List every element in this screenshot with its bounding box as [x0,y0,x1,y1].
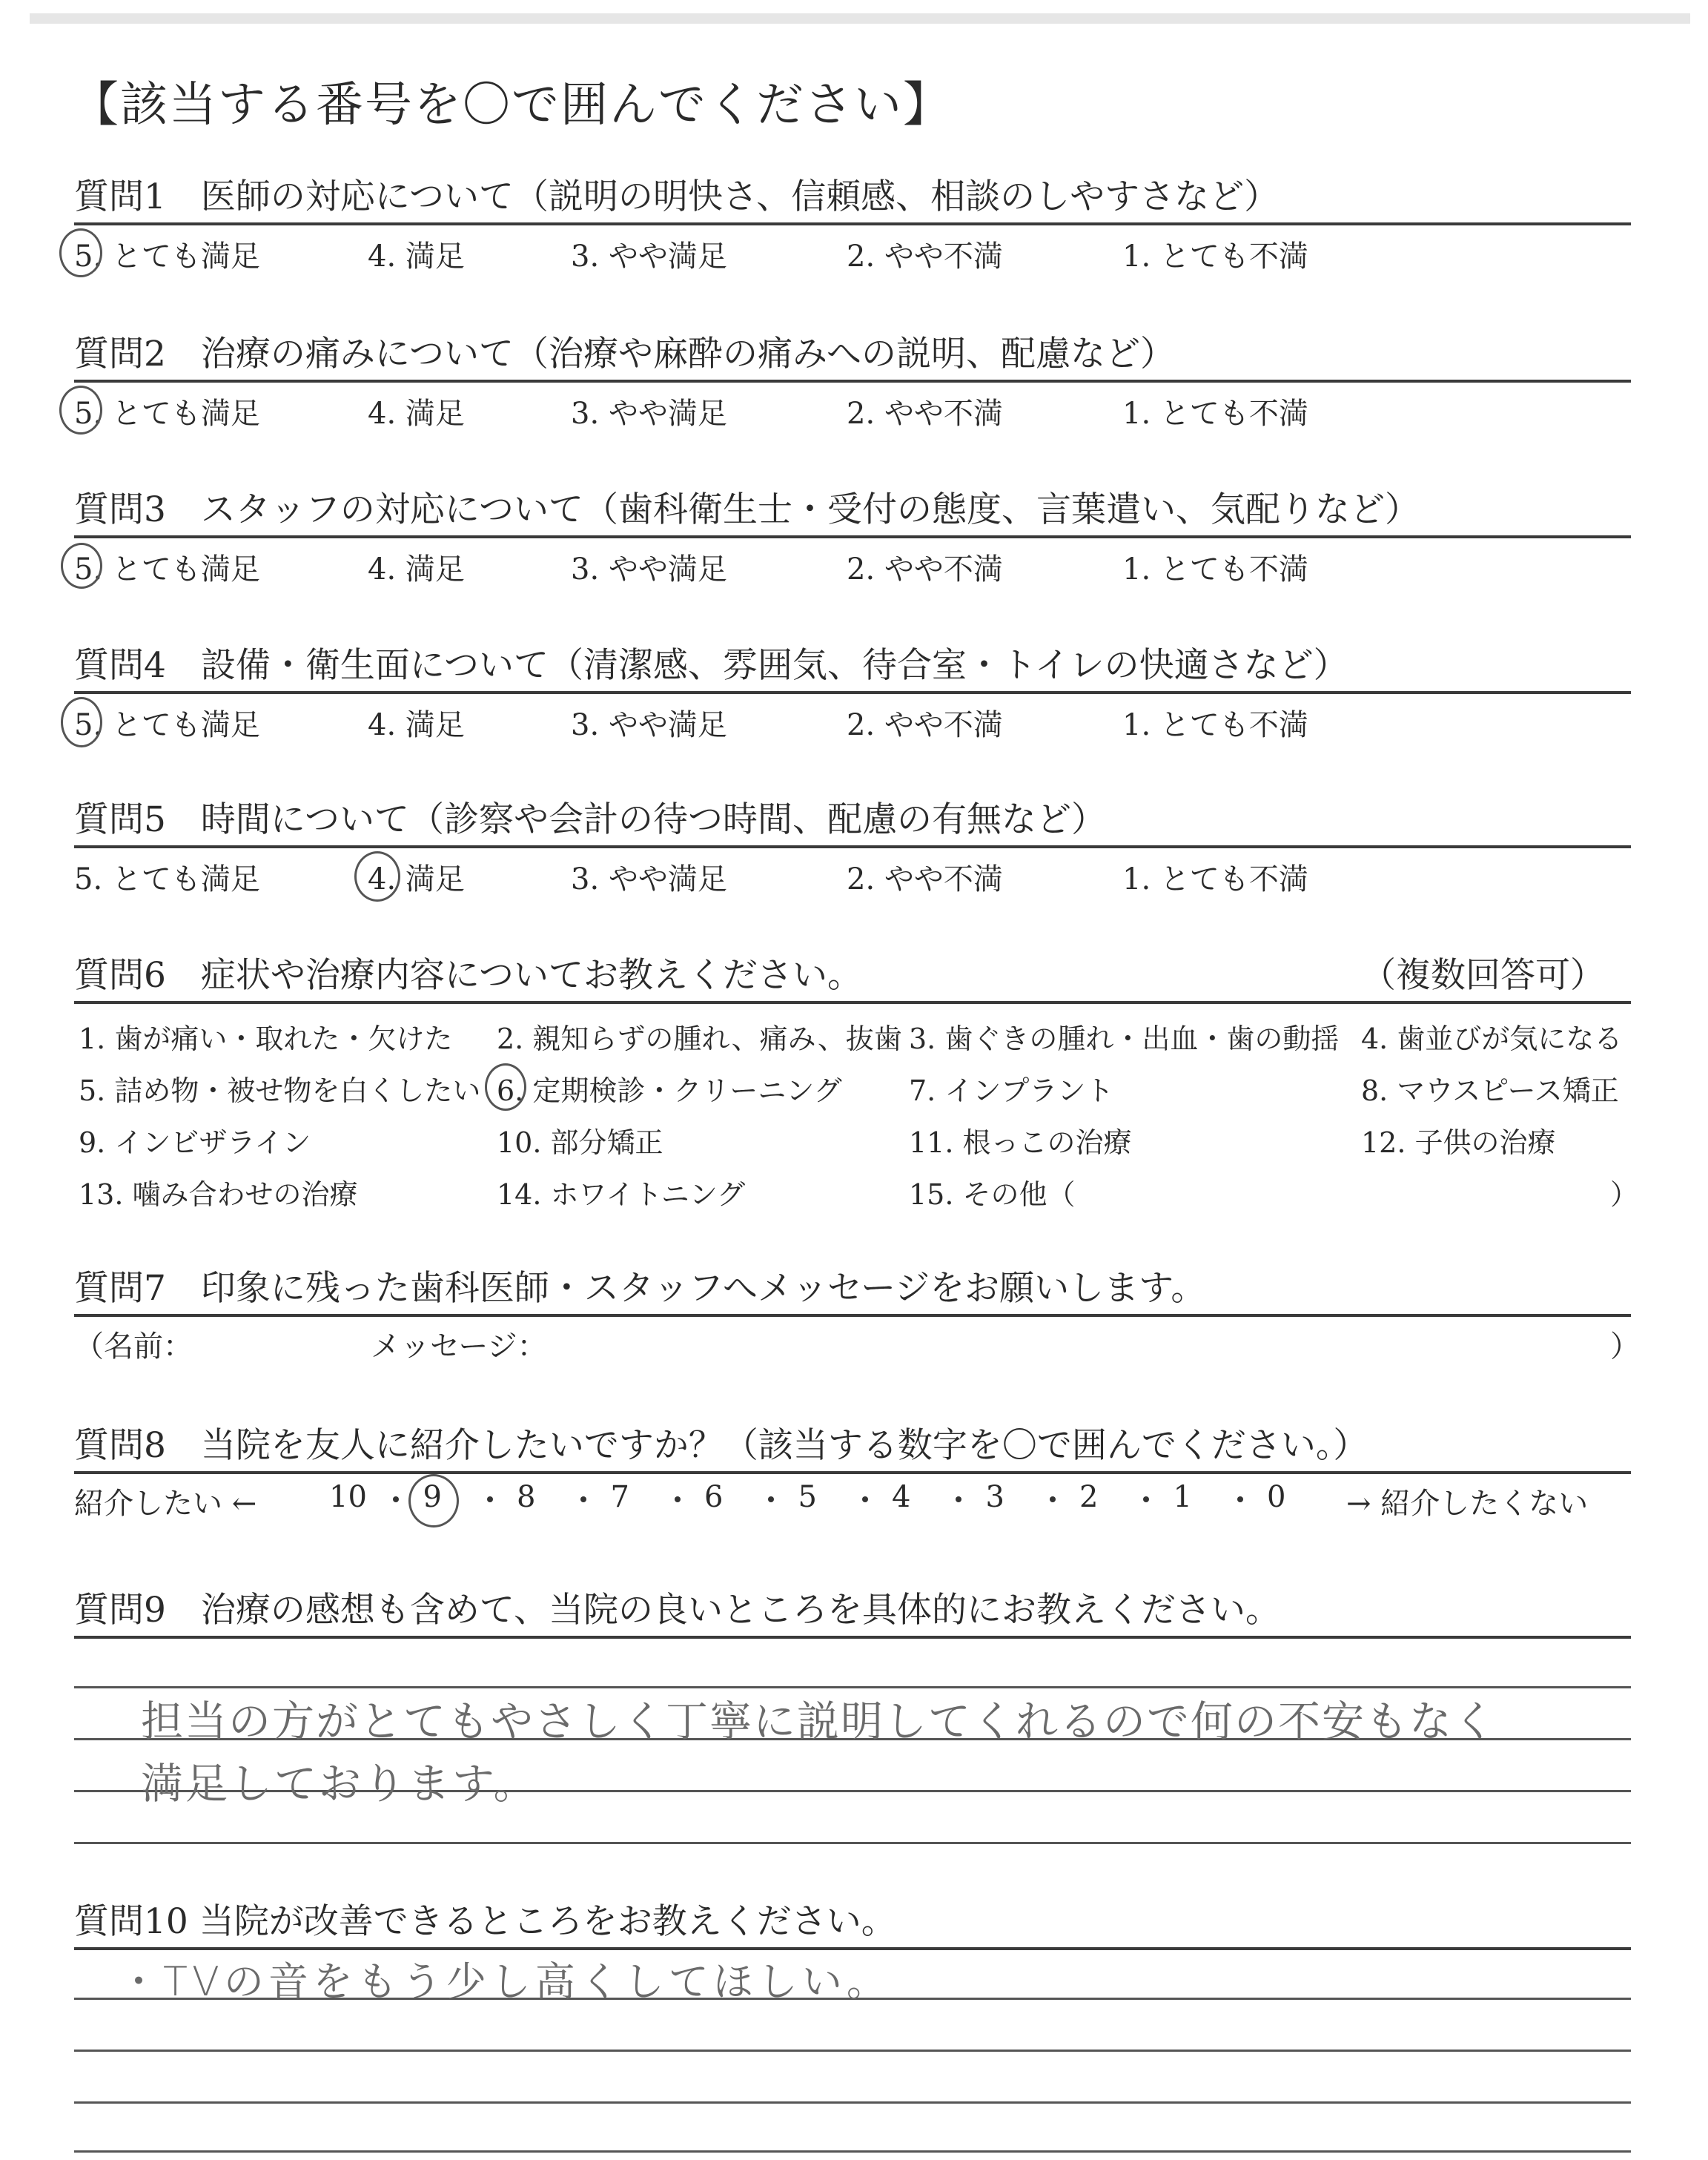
q2-option-4[interactable]: 4. 満足 [368,397,465,431]
q8-scale-number[interactable]: 0 [1267,1480,1286,1514]
q2-option-1[interactable]: 1. とても不満 [1122,397,1308,431]
q8-rule [74,1471,1631,1474]
q7-rule [74,1314,1631,1317]
q7-title: 質問7 印象に残った歯科医師・スタッフへメッセージをお願いします。 [74,1268,1206,1309]
q8-scale-separator-dot [1143,1496,1149,1502]
q9-rule [74,1636,1631,1639]
q1-option-3[interactable]: 3. やや満足 [571,240,727,274]
q4-option-3[interactable]: 3. やや満足 [571,708,727,742]
q10-answer-line-4 [74,2150,1631,2153]
q5-option-4[interactable]: 4. 満足 [368,862,465,896]
q6-option-4[interactable]: 4. 歯並びが気になる [1361,1023,1623,1055]
q8-scale-separator-dot [956,1496,961,1502]
q8-right-label: → 紹介したくない [1346,1487,1589,1521]
q7-name-label: （名前： [74,1330,193,1364]
q9-answer-line-4 [74,1842,1631,1844]
q1-rule [74,222,1631,225]
q8-scale-number[interactable]: 8 [517,1480,536,1514]
q2-title: 質問2 治療の痛みについて（治療や麻酔の痛みへの説明、配慮など） [74,334,1176,374]
q8-scale-number[interactable]: 5 [798,1480,817,1514]
q6-option-11[interactable]: 11. 根っこの治療 [909,1126,1132,1159]
q8-title: 質問8 当院を友人に紹介したいですか？（該当する数字を〇で囲んでください。） [74,1425,1368,1466]
q8-scale-separator-dot [580,1496,586,1502]
q6-option-2[interactable]: 2. 親知らずの腫れ、痛み、抜歯 [497,1023,902,1055]
q6-option-9[interactable]: 9. インビザライン [79,1126,311,1159]
q6-option-8[interactable]: 8. マウスピース矯正 [1361,1074,1619,1107]
q6-rule [74,1001,1631,1004]
q6-option-6[interactable]: 6. 定期検診・クリーニング [497,1074,842,1107]
scan-top-band [30,13,1690,24]
q3-option-4[interactable]: 4. 満足 [368,552,465,587]
q1-option-5[interactable]: 5. とても満足 [74,240,260,274]
q8-scale-number[interactable]: 2 [1079,1480,1099,1514]
q8-scale-number[interactable]: 6 [704,1480,724,1514]
q9-title: 質問9 治療の感想も含めて、当院の良いところを具体的にお教えください。 [74,1590,1280,1631]
q6-option-12[interactable]: 12. 子供の治療 [1361,1126,1556,1159]
q6-selection-circle [485,1063,526,1111]
q8-scale-separator-dot [675,1496,681,1502]
q8-scale-number[interactable]: 9 [423,1480,442,1514]
q6-option-10[interactable]: 10. 部分矯正 [497,1126,663,1159]
q4-option-4[interactable]: 4. 満足 [368,708,465,742]
q10-handwritten-line-1: ・TVの音をもう少し高くしてほしい。 [119,1958,891,2005]
q8-scale-number[interactable]: 3 [985,1480,1004,1514]
q4-option-2[interactable]: 2. やや不満 [847,708,1003,742]
q5-option-1[interactable]: 1. とても不満 [1122,862,1308,896]
q6-option-5[interactable]: 5. 詰め物・被せ物を白くしたい [79,1074,481,1107]
q3-rule [74,535,1631,538]
q8-scale-separator-dot [1050,1496,1056,1502]
q10-answer-line-3 [74,2101,1631,2104]
q1-option-1[interactable]: 1. とても不満 [1122,240,1308,274]
q5-option-2[interactable]: 2. やや不満 [847,862,1003,896]
q3-option-1[interactable]: 1. とても不満 [1122,552,1308,587]
q3-option-3[interactable]: 3. やや満足 [571,552,727,587]
q8-scale-number[interactable]: 7 [610,1480,629,1514]
q5-selection-circle [354,851,400,902]
q8-scale-separator-dot [862,1496,868,1502]
q2-rule [74,380,1631,383]
q1-option-2[interactable]: 2. やや不満 [847,240,1003,274]
q7-message-label: メッセージ： [371,1330,547,1364]
q9-handwritten-line-1: 担当の方がとてもやさしく丁寧に説明してくれるので何の不安もなく [141,1697,1497,1746]
q3-option-2[interactable]: 2. やや不満 [847,552,1003,587]
q6-option-1[interactable]: 1. 歯が痛い・取れた・欠けた [79,1023,453,1055]
q6-title: 質問6 症状や治療内容についてお教えください。 [74,955,862,996]
q10-title: 質問10 当院が改善できるところをお教えください。 [74,1901,896,1942]
q4-title: 質問4 設備・衛生面について（清潔感、雰囲気、待合室・トイレの快適さなど） [74,645,1348,686]
q6-multiple-note: （複数回答可） [1361,955,1605,996]
q5-title: 質問5 時間について（診察や会計の待つ時間、配慮の有無など） [74,799,1106,840]
q8-scale-number[interactable]: 1 [1173,1480,1192,1514]
q6-option-15-close: ） [1610,1178,1639,1211]
q5-rule [74,845,1631,848]
q2-option-3[interactable]: 3. やや満足 [571,397,727,431]
q8-scale-number[interactable]: 10 [329,1480,367,1514]
q6-option-3[interactable]: 3. 歯ぐきの腫れ・出血・歯の動揺 [909,1023,1340,1055]
q8-scale-separator-dot [768,1496,774,1502]
q4-selection-circle [61,697,102,747]
q8-scale-number[interactable]: 4 [892,1480,911,1514]
q8-scale-separator-dot [1237,1496,1243,1502]
q6-option-13[interactable]: 13. 噛み合わせの治療 [79,1178,358,1211]
q6-option-15[interactable]: 15. その他（ [909,1178,1076,1211]
q3-selection-circle [61,543,102,589]
q3-option-5[interactable]: 5. とても満足 [74,552,260,587]
q10-answer-line-2 [74,2050,1631,2052]
q8-left-label: 紹介したい ← [74,1487,257,1521]
q8-selection-circle [408,1474,459,1527]
form-header: 【該当する番号を〇で囲んでください】 [71,78,952,133]
q7-close-paren: ） [1610,1330,1640,1364]
q4-option-1[interactable]: 1. とても不満 [1122,708,1308,742]
q5-option-5[interactable]: 5. とても満足 [74,862,260,896]
q2-selection-circle [59,386,102,435]
q1-title: 質問1 医師の対応について（説明の明快さ、信頼感、相談のしやすさなど） [74,176,1280,217]
q8-scale-separator-dot [487,1496,493,1502]
q6-option-7[interactable]: 7. インプラント [909,1074,1114,1107]
q4-option-5[interactable]: 5. とても満足 [74,708,260,742]
q2-option-2[interactable]: 2. やや不満 [847,397,1003,431]
q2-option-5[interactable]: 5. とても満足 [74,397,260,431]
q4-rule [74,691,1631,694]
q5-option-3[interactable]: 3. やや満足 [571,862,727,896]
q9-handwritten-line-2: 満足しております。 [141,1760,538,1809]
q1-selection-circle [59,228,102,277]
q6-option-14[interactable]: 14. ホワイトニング [497,1178,746,1211]
q3-title: 質問3 スタッフの対応について（歯科衛生士・受付の態度、言葉遣い、気配りなど） [74,489,1420,530]
q1-option-4[interactable]: 4. 満足 [368,240,465,274]
q8-scale-separator-dot [393,1496,399,1502]
